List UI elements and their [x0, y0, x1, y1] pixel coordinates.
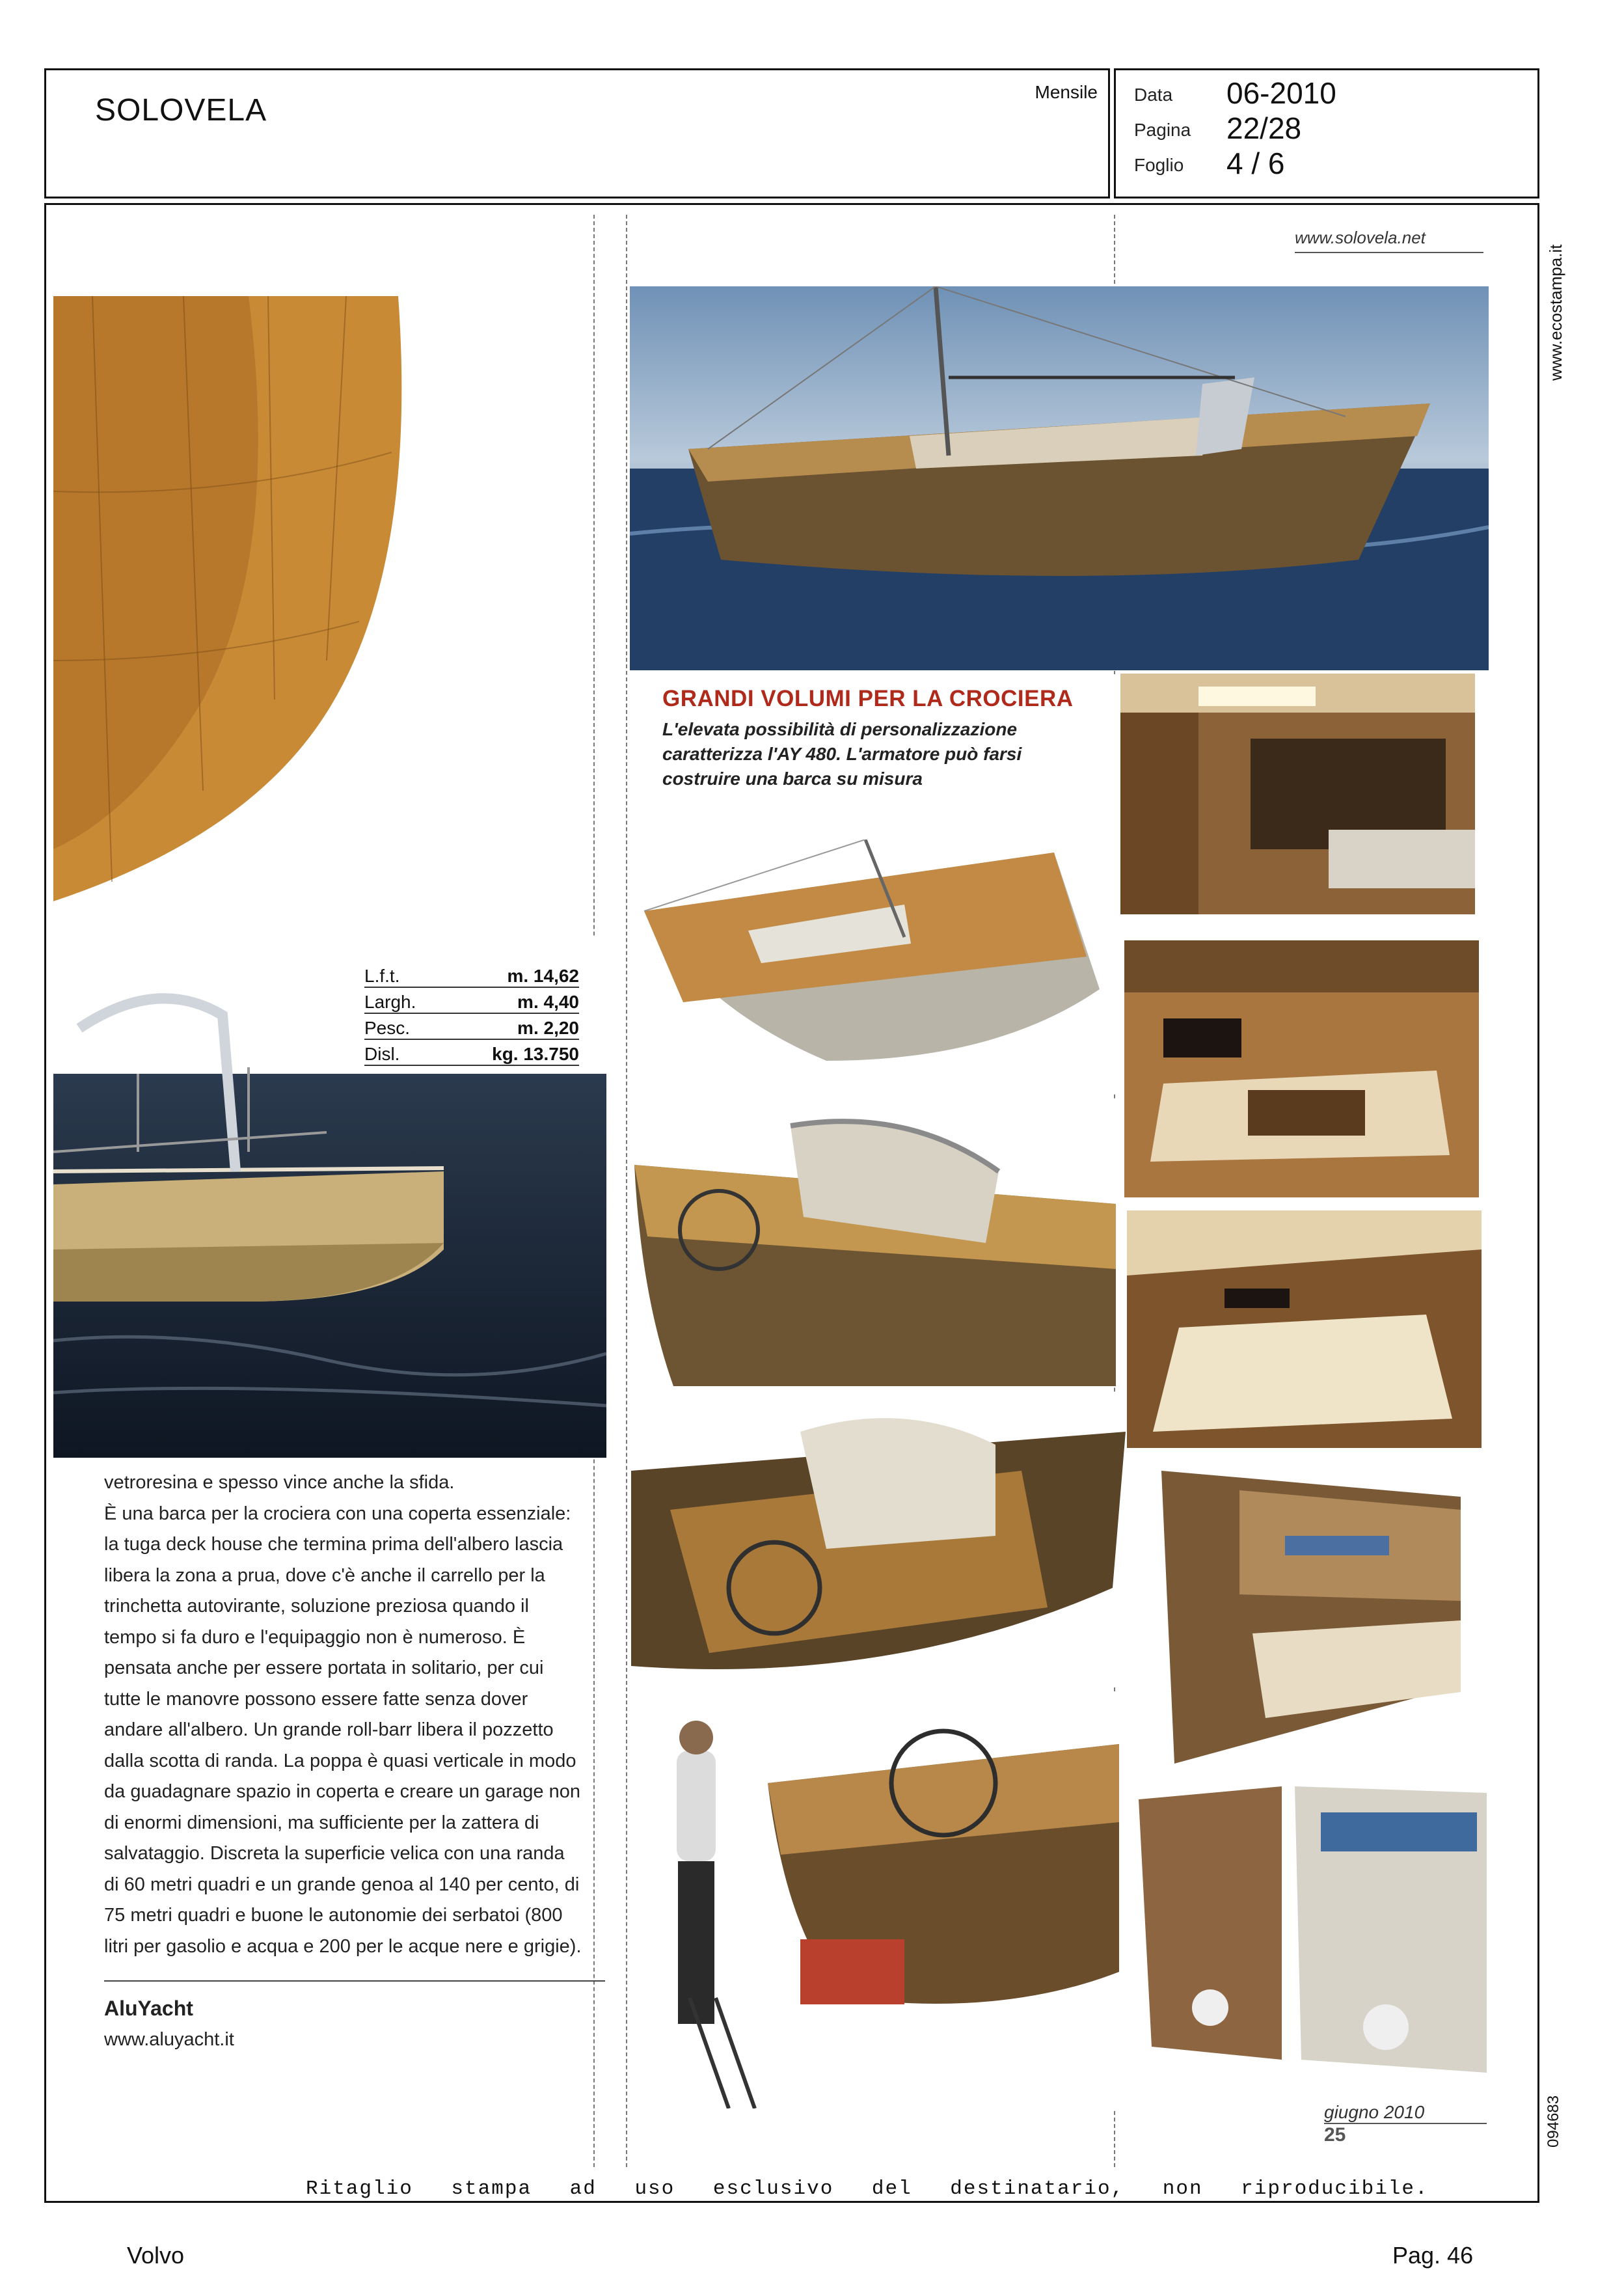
side-url: www.ecostampa.it — [1546, 244, 1565, 381]
stern-garage-photo — [651, 1692, 1119, 2108]
spec-row — [364, 988, 579, 1014]
disclaimer: Ritaglio stampa ad uso esclusivo del destinatario, non riproducibile. — [306, 2177, 1429, 2200]
foglio-label: Foglio — [1134, 155, 1184, 175]
caption-text: L'elevata possibilità di personalizzazione caratterizza l'AY 480. L'armatore può farsi costruire una barca su misura — [662, 719, 1022, 789]
caption-title: GRANDI VOLUMI PER LA CROCIERA — [662, 686, 1074, 711]
article-paragraph: È una barca per la crociera con una coperta essenziale: la tuga deck house che termina prima dell'albero lascia libera la zona a prua, dove c'è anche il carrello per la trinchetta autovirante, soluzione preziosa quando il tempo si fa duro e l'equipaggio non è numeroso. È pensata anche per essere portata in solitario, per cui tutte le manovre possono essere fatte senza dover andare all'albero. Un grande roll-barr libera il pozzetto dalla scotta di randa. La poppa è quasi verticale in modo da guadagnare spazio in coperta e creare un garage non di enormi dimensioni, ma sufficiente per la zattera di salvataggio. Discreta la superficie velica con una randa di 60 metri quadri e un grande genoa al 140 per cento, di 75 metri quadri e buone le autonomie dei serbatoi (800 litri per gasolio e acqua e 200 per le acque nere e grigie). — [104, 1503, 582, 1957]
cockpit-deck-render-photo — [631, 1393, 1126, 1685]
article-separator — [104, 1980, 605, 1982]
magazine-url: www.solovela.net — [1295, 228, 1483, 253]
pagina-label: Pagina — [1134, 120, 1191, 140]
spec-label: Pesc. — [364, 1018, 411, 1038]
spec-row — [364, 962, 579, 988]
header-meta-box — [1114, 68, 1539, 198]
page-number: 25 — [1324, 2123, 1487, 2146]
side-code: 094683 — [1545, 2095, 1562, 2148]
periodicity: Mensile — [1035, 82, 1098, 102]
brand-url: www.aluyacht.it — [104, 2028, 234, 2050]
brand-name: AluYacht — [104, 1997, 193, 2020]
spec-row — [364, 1014, 579, 1040]
pagina-value: 22/28 — [1226, 111, 1302, 145]
interior-galley-photo — [1120, 674, 1475, 914]
spec-row — [364, 1040, 579, 1066]
interior-aft-cabin-photo — [1135, 1471, 1487, 1764]
article-body — [104, 1467, 582, 2055]
foglio-value: 4 / 6 — [1226, 146, 1285, 180]
footer-left: Volvo — [127, 2242, 185, 2269]
interior-saloon-photo — [1124, 940, 1479, 1197]
spec-value: m. 4,40 — [517, 992, 579, 1012]
yacht-render-photo — [631, 839, 1116, 1093]
interior-heads-photo — [1126, 1773, 1487, 2073]
publication-name: SOLOVELA — [95, 93, 267, 128]
header-publication-box — [44, 68, 1110, 198]
spec-label: Disl. — [364, 1044, 400, 1064]
spinnaker-sail-photo — [53, 296, 587, 901]
page-issue: giugno 2010 — [1324, 2102, 1425, 2122]
spec-value: kg. 13.750 — [492, 1044, 579, 1064]
data-value: 06-2010 — [1226, 76, 1336, 110]
photo-caption — [631, 674, 1116, 850]
article-lead: vetroresina e spesso vince anche la sfida. — [104, 1472, 455, 1493]
specs-table — [364, 962, 579, 1066]
spec-value: m. 2,20 — [517, 1018, 579, 1038]
spec-label: L.f.t. — [364, 966, 400, 986]
spec-value: m. 14,62 — [507, 966, 579, 986]
data-label: Data — [1134, 85, 1173, 105]
footer-right: Pag. 46 — [1392, 2242, 1474, 2269]
fold-line-center — [626, 215, 627, 2167]
yacht-sailing-photo — [630, 286, 1489, 670]
spec-label: Largh. — [364, 992, 416, 1012]
interior-cabin-photo — [1127, 1210, 1482, 1448]
cockpit-render-photo — [634, 1100, 1116, 1386]
